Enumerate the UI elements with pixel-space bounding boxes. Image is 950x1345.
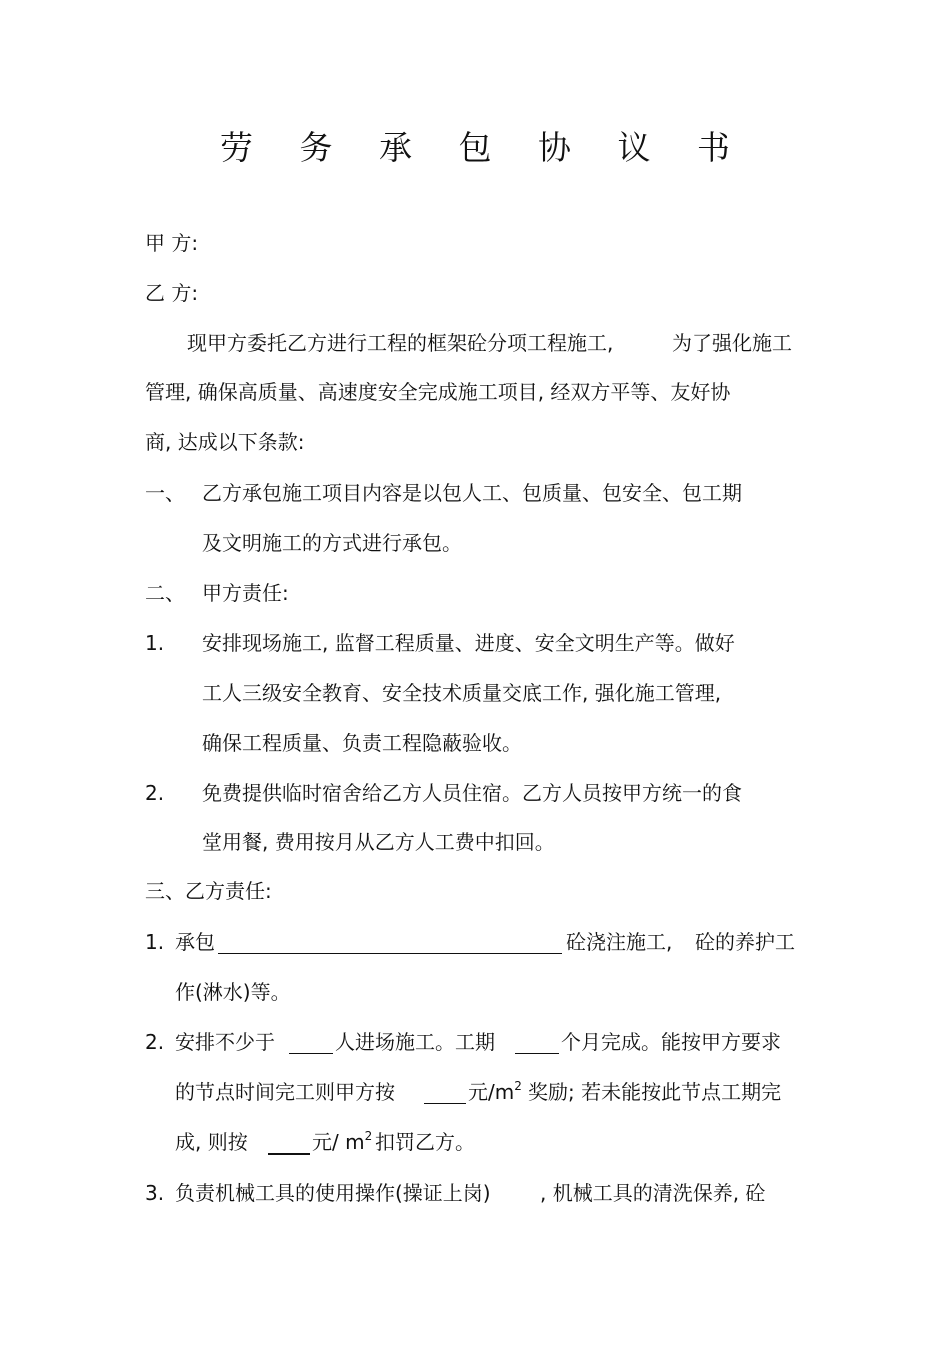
section-1-line-1: 乙方承包施工项目内容是以包人工、包质量、包安全、包工期 <box>202 481 742 505</box>
blank-field-months <box>515 1033 559 1054</box>
item-b2-line-3c: 扣罚乙方。 <box>375 1130 475 1154</box>
item-b2-line-3b <box>312 1129 372 1155</box>
item-a1-line-3: 确保工程质量、负责工程隐蔽验收。 <box>202 731 522 755</box>
document-title: 劳 务 承 包 协 议 书 <box>220 128 748 167</box>
item-a2-number: 2. <box>145 781 165 805</box>
section-2-heading: 甲方责任: <box>202 581 289 605</box>
section-2-number: 二、 <box>145 581 185 605</box>
item-a1-number: 1. <box>145 631 165 655</box>
item-b3-line-1b: , 机械工具的清洗保养, 砼 <box>540 1181 766 1205</box>
intro-line-2: 管理, 确保高质量、高速度安全完成施工项目, 经双方平等、友好协 <box>145 380 731 404</box>
item-b1-line-2: 作(淋水)等。 <box>175 980 291 1004</box>
section-3-heading: 三、乙方责任: <box>145 879 272 903</box>
item-b2-line-3a: 成, 则按 <box>175 1130 248 1154</box>
party-b-label: 乙 方: <box>145 281 199 305</box>
item-b3-number: 3. <box>145 1181 165 1205</box>
blank-field-scope <box>218 933 562 954</box>
item-a2-line-1: 免费提供临时宿舍给乙方人员住宿。乙方人员按甲方统一的食 <box>202 781 742 805</box>
item-b1-number: 1. <box>145 930 165 954</box>
item-b1-line-1c: 砼的养护工 <box>695 930 795 954</box>
item-b2-line-2a: 的节点时间完工则甲方按 <box>175 1080 395 1104</box>
item-a2-line-2: 堂用餐, 费用按月从乙方人工费中扣回。 <box>202 830 555 854</box>
item-b1-line-1b: 砼浇注施工, <box>566 930 673 954</box>
blank-field-workers <box>289 1033 333 1054</box>
superscript-2: 2 <box>364 1129 373 1143</box>
superscript-2: 2 <box>514 1079 522 1093</box>
blank-field-reward <box>424 1083 466 1104</box>
intro-line-1b: 为了强化施工 <box>672 331 792 355</box>
item-b2-line-1b: 人进场施工。工期 <box>335 1030 495 1054</box>
item-b2-unit-reward: 元/m <box>468 1080 515 1104</box>
item-b2-number: 2. <box>145 1030 165 1054</box>
item-a1-line-2: 工人三级安全教育、安全技术质量交底工作, 强化施工管理, <box>202 681 722 705</box>
item-b2-line-1a: 安排不少于 <box>175 1030 275 1054</box>
section-1-number: 一、 <box>145 481 185 505</box>
item-b1-line-1a: 承包 <box>175 930 215 954</box>
item-a1-line-1: 安排现场施工, 监督工程质量、进度、安全文明生产等。做好 <box>202 631 735 655</box>
item-b2-line-2c: 奖励; 若未能按此节点工期完 <box>528 1080 782 1104</box>
intro-line-3: 商, 达成以下条款: <box>145 430 305 454</box>
item-b2-unit-penalty: 元/ m <box>312 1130 365 1154</box>
blank-field-penalty <box>268 1133 310 1155</box>
item-b2-line-2b <box>468 1079 522 1105</box>
section-1-line-2: 及文明施工的方式进行承包。 <box>202 531 462 555</box>
party-a-label: 甲 方: <box>145 231 199 255</box>
intro-line-1a: 现甲方委托乙方进行工程的框架砼分项工程施工, <box>187 331 614 355</box>
item-b2-line-1c: 个月完成。能按甲方要求 <box>561 1030 781 1054</box>
item-b3-line-1a: 负责机械工具的使用操作(操证上岗) <box>175 1181 491 1205</box>
